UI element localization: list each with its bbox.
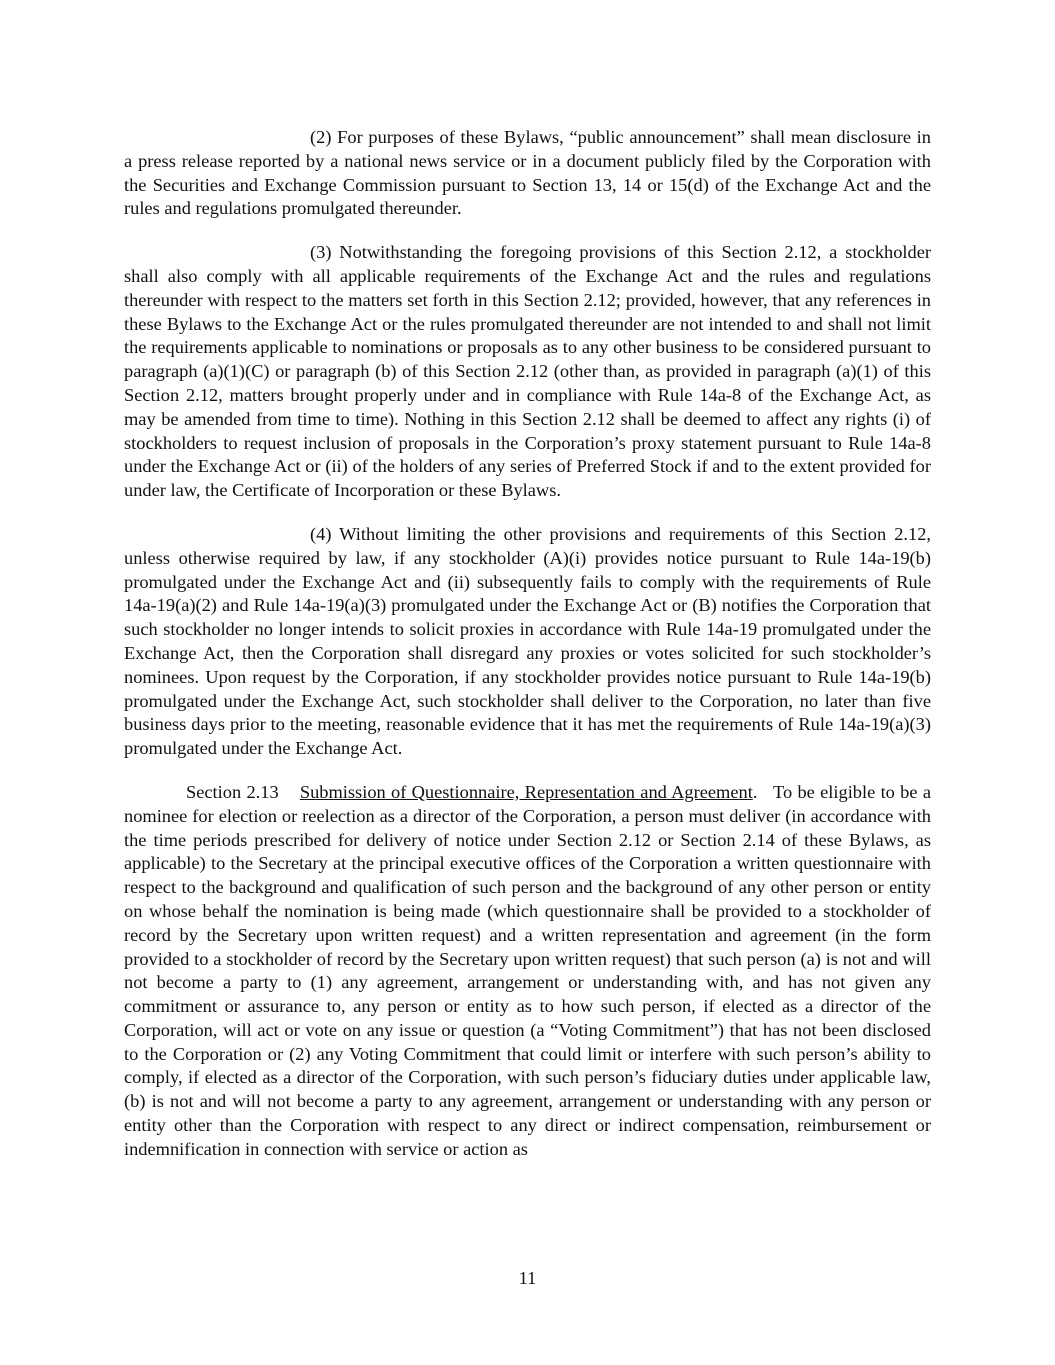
section-heading-period: . — [752, 781, 758, 802]
paragraph-3-exchange-act-compliance: (3) Notwithstanding the foregoing provisions of this Section 2.12, a stockholder shall also comply with all applicable requirements of the Exchange Act and the rules and regulations thereunder with respect to the matters set forth in this Section 2.12; provided, however, that any references in these Bylaws to the Exchange Act or the rules promulgated thereunder are not intended to and shall not limit the requirements applicable to nominations or proposals as to any other business to be considered pursuant to paragraph (a)(1)(C) or paragraph (b) of this Section 2.12 (other than, as provided in paragraph (a)(1) of this Section 2.12, matters brought properly under and in compliance with Rule 14a-8 of the Exchange Act, as may be amended from time to time). Nothing in this Section 2.12 shall be deemed to affect any rights (i) of stockholders to request inclusion of proposals in the Corporation’s proxy statement pursuant to Rule 14a-8 under the Exchange Act or (ii) of the holders of any series of Preferred Stock if and to the extent provided for under law, the Certificate of Incorporation or these Bylaws. — [124, 242, 931, 501]
section-number: Section 2.13 — [186, 781, 279, 802]
section-2-13-paragraph — [124, 781, 931, 1162]
section-body-text: To be eligible to be a nominee for election or reelection as a director of the Corporation, a person must deliver (in accordance with the time periods prescribed for delivery of notice under Section 2.12 or Section 2.14 of these Bylaws, as applicable) to the Secretary at the principal executive offices of the Corporation a written questionnaire with respect to the background and qualification of such person and the background of any other person or entity on whose behalf the nomination is being made (which questionnaire shall be provided to a stockholder of record by the Secretary upon written request) and a written representation and agreement (in the form provided to a stockholder of record by the Secretary upon written request) that such person (a) is not and will not become a party to (1) any agreement, arrangement or understanding with, and has not given any commitment or assurance to, any person or entity as to how such person, if elected as a director of the Corporation, will act or vote on any issue or question (a “Voting Commitment”) that has not been disclosed to the Corporation or (2) any Voting Commitment that could limit or interfere with such person’s ability to comply, if elected as a director of the Corporation, with such person’s fiduciary duties under applicable law, (b) is not and will not become a party to any agreement, arrangement or understanding with any person or entity other than the Corporation with respect to any direct or indirect compensation, reimbursement or indemnification in connection with service or action as — [124, 781, 931, 1159]
document-page — [124, 126, 931, 1182]
paragraph-2-public-announcement: (2) For purposes of these Bylaws, “public announcement” shall mean disclosure in a press release reported by a national news service or in a document publicly filed by the Corporation with the Securities and Exchange Commission pursuant to Section 13, 14 or 15(d) of the Exchange Act and the rules and regulations promulgated thereunder. — [124, 127, 931, 219]
paragraph-4-rule-14a-19: (4) Without limiting the other provisions and requirements of this Section 2.12, unless otherwise required by law, if any stockholder (A)(i) provides notice pursuant to Rule 14a-19(b) promulgated under the Exchange Act and (ii) subsequently fails to comply with the requirements of Rule 14a-19(a)(2) and Rule 14a-19(a)(3) promulgated under the Exchange Act or (B) notifies the Corporation that such stockholder no longer intends to solicit proxies in accordance with Rule 14a-19 promulgated under the Exchange Act, then the Corporation shall disregard any proxies or votes solicited for such stockholder’s nominees. Upon request by the Corporation, if any stockholder provides notice pursuant to Rule 14a-19(b) promulgated under the Exchange Act, such stockholder shall deliver to the Corporation, no later than five business days prior to the meeting, reasonable evidence that it has met the requirements of Rule 14a-19(a)(3) promulgated under the Exchange Act. — [124, 523, 931, 759]
page-number: 11 — [518, 1268, 537, 1288]
section-heading: Submission of Questionnaire, Representation and Agreement — [299, 781, 753, 802]
